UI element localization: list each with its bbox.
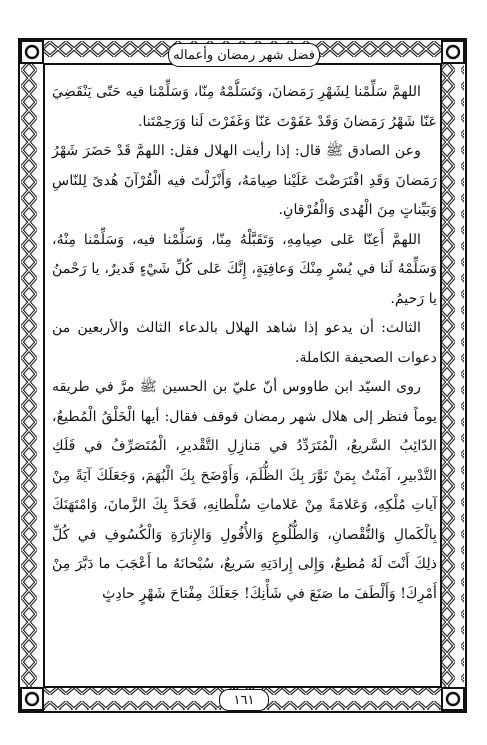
page-number: ١٦١ [233, 692, 255, 708]
paragraph-2: وعن الصادق ﷺ قال: إذا رأيت الهلال فقل: اللهمَّ قَدْ حَضَرَ شَهْرُ رَمَضانَ وَقَدِ افْتَرَضْتَ عَلَيْنا صِيامَهُ، وَأَنْزَلْتَ فيه الْقُرْآنَ هُدىً لِلنّاسِ وَبَيِّناتٍ مِنَ الْهُدى وَالْفُرْقانِ. [52, 143, 437, 218]
page-number-box [219, 689, 269, 711]
running-header [168, 43, 320, 67]
paragraph-5: روى السيّد ابن طاووس أنّ عليّ بن الحسين ﷺ مرَّ في طريقه يوماً فنظر إلى هلال شهر رمضان فوقف فقال: أيها الْخَلْقُ الْمُطيعُ، الدّائِبُ السَّريعُ، الْمُتَرَدِّدُ في مَنازِلِ التَّقْديرِ، الْمُتَصَرِّفُ في فَلَكِ التَّدْبيرِ، آمَنْتُ بِمَنْ نَوَّرَ بِكَ الظُّلَمَ، وَأَوْضَحَ بِكَ الْبُهَمَ، وَجَعَلَكَ آيَةً مِنْ آياتِ مُلْكِهِ، وَعَلامَةً مِنْ عَلاماتِ سُلْطانِهِ، فَحَدَّ بِكَ الزَّمانَ، وَامْتَهَنَكَ بِالْكَمالِ وَالنُّقْصانِ، وَالطُّلُوعِ وَالأُفُولِ وَالإِنارَةِ وَالْكُسُوفِ في كُلِّ ذلِكَ أَنْتَ لَهُ مُطيعٌ، وَإِلى إِرادَتِهِ سَريعٌ، سُبْحانَهُ ما أَعْجَبَ ما دَبَّرَ مِنْ أَمْرِكَ! وَأَلْطَفَ ما صَنَعَ في شَأْنِكَ! جَعَلَكَ مِفْتاحَ شَهْرٍ حادِثٍ [52, 379, 437, 602]
paragraph-1: اللهمَّ سَلِّمْنا لِشَهْرِ رَمَضانَ، وَتَسَلَّمْهُ مِنّا، وَسَلِّمْنا فيه حَتّى يَنْقَضِيَ عَنّا شَهْرُ رَمَضانَ وَقَدْ عَفَوْتَ عَنّا وَغَفَرْتَ لَنا وَرَحِمْتَنا. [52, 84, 437, 130]
paragraph-4: الثالث: أن يدعو إذا شاهد الهلال بالدعاء الثالث والأربعين من دعوات الصحيفة الكاملة. [52, 320, 437, 366]
paragraph-3: اللهمَّ أَعِنّا عَلى صِيامِهِ، وَتَقَبَّلْهُ مِنّا، وَسَلِّمْنا فيه، وَسَلِّمْنا مِنْهُ، وَسَلِّمْهُ لَنا في يُسْرٍ مِنْكَ وَعافِيَةٍ، إِنَّكَ عَلى كُلِّ شَيْءٍ قَديرٌ، يا رَحْمنُ يا رَحيمُ. [52, 231, 437, 307]
page-header-title: فضل شهر رمضان وأعماله [173, 47, 315, 63]
page-body [52, 78, 437, 663]
